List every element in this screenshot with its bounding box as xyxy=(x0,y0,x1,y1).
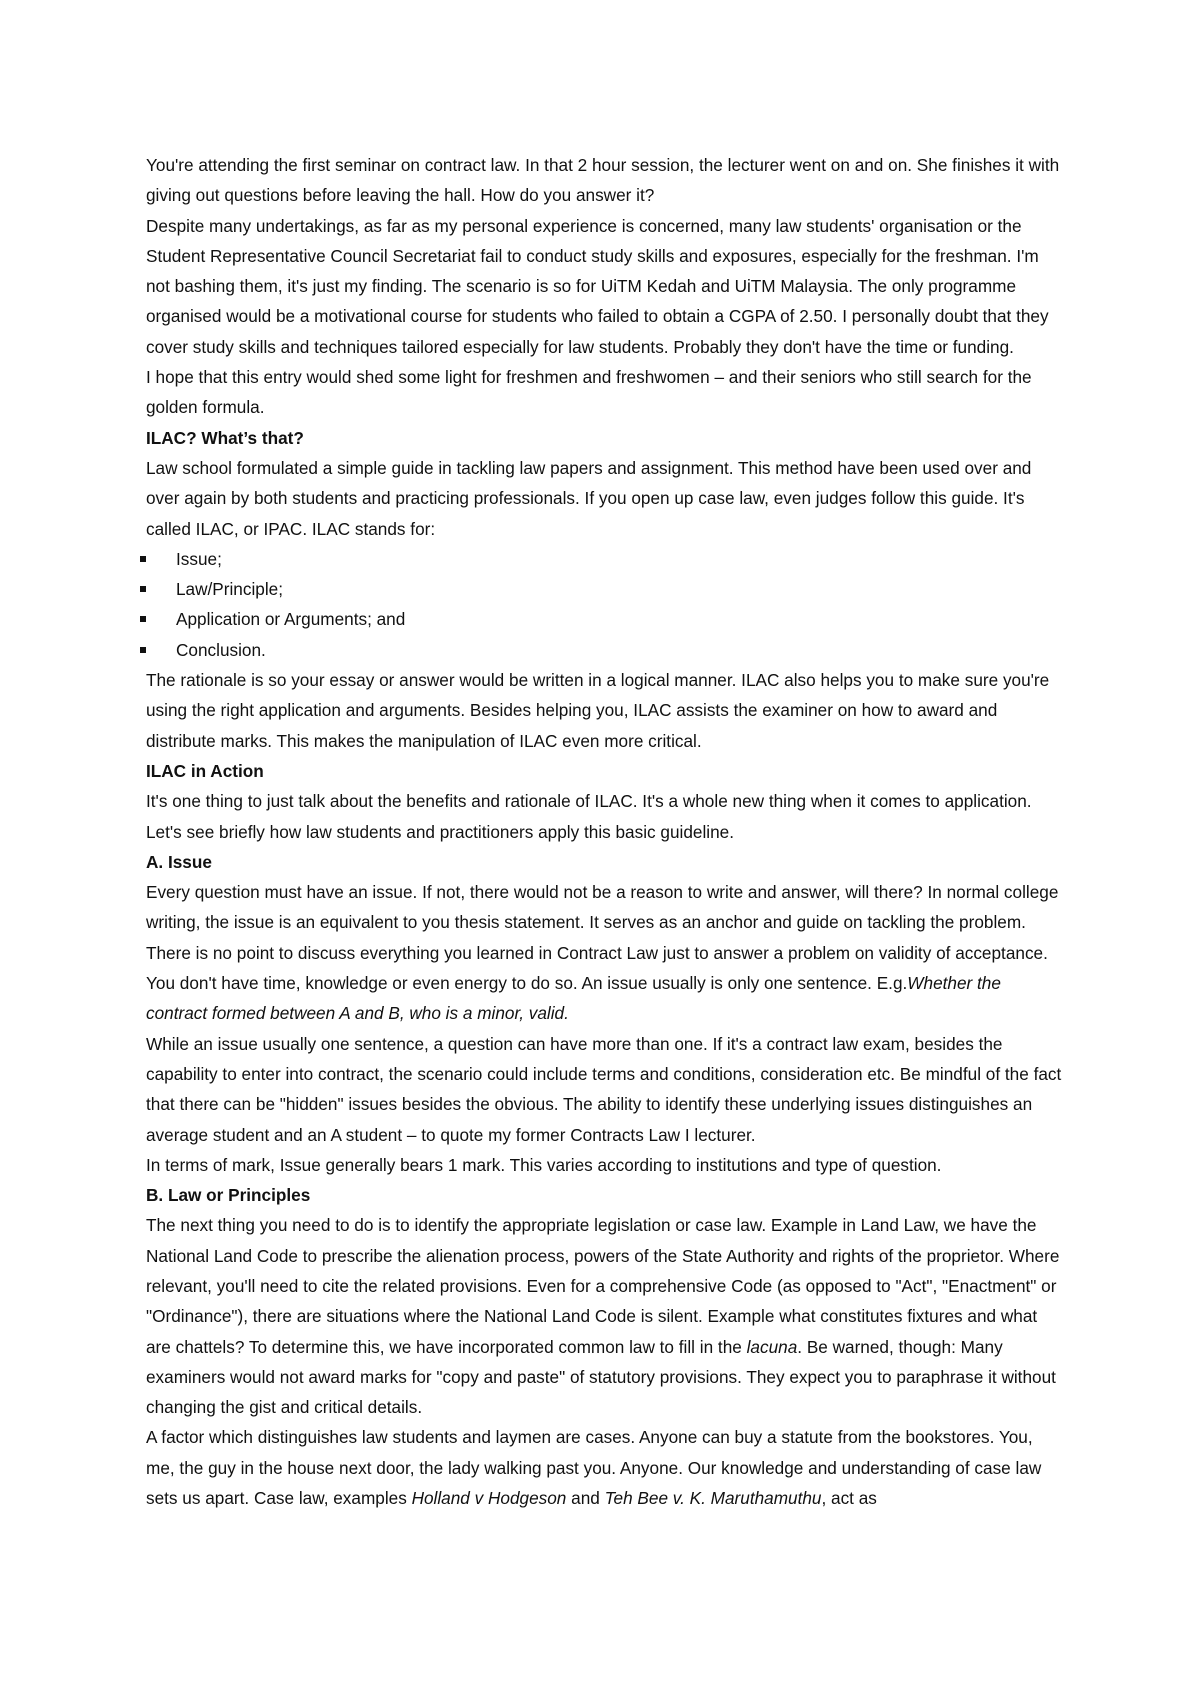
ilac-paragraph-1: Law school formulated a simple guide in tackling law papers and assignment. This method have been used over and over again by both students and practicing professionals. If you open up case law, even judges follow this guide. It's called ILAC, or IPAC. ILAC stands for: xyxy=(146,457,1032,539)
ilac-list xyxy=(146,544,1066,665)
list-item-text: Issue; xyxy=(176,548,222,569)
list-item xyxy=(146,544,1066,574)
bullet-icon xyxy=(140,616,146,622)
issue-paragraph-2: While an issue usually one sentence, a question can have more than one. If it's a contract law exam, besides the capability to enter into contract, the scenario could include terms and conditions, consideration etc. Be mindful of the fact that there can be "hidden" issues besides the obvious. The ability to identify these underlying issues distinguishes an average student and an A student – to quote my former Contracts Law I lecturer. xyxy=(146,1033,1062,1145)
heading-ilac: ILAC? What’s that? xyxy=(146,427,304,448)
law-paragraph-2 xyxy=(146,1422,1066,1513)
ilac-paragraph-2: The rationale is so your essay or answer would be written in a logical manner. ILAC also helps you to make sure you're using the right application and arguments. Besides helping you, ILAC assists the examiner on how to award and distribute marks. This makes the manipulation of ILAC even more critical. xyxy=(146,670,1050,751)
list-item-text: Application or Arguments; and xyxy=(176,609,406,630)
law-paragraph-2-part-b: , act as xyxy=(821,1488,877,1509)
bullet-icon xyxy=(140,556,146,562)
list-item-text: Conclusion. xyxy=(176,639,266,660)
list-item xyxy=(146,635,1066,665)
list-item xyxy=(146,574,1066,604)
heading-ilac-in-action: ILAC in Action xyxy=(146,760,264,781)
law-paragraph-1 xyxy=(146,1210,1066,1422)
bullet-icon xyxy=(140,586,146,592)
intro-paragraph-2: Despite many undertakings, as far as my personal experience is concerned, many law students' organisation or the Student Representative Council Secretariat fail to conduct study skills and exposures, especially for the freshman. I'm not bashing them, it's just my finding. The scenario is so for UiTM Kedah and UiTM Malaysia. The only programme organised would be a motivational course for students who failed to obtain a CGPA of 2.50. I personally doubt that they cover study skills and techniques tailored especially for law students. Probably they don't have the time or funding. xyxy=(146,215,1049,357)
issue-example: Whether the contract formed between A and B, who is a minor, valid. xyxy=(146,973,1001,1024)
issue-paragraph-1 xyxy=(146,877,1066,1028)
intro-paragraph-1: You're attending the first seminar on contract law. In that 2 hour session, the lecturer went on and on. She finishes it with giving out questions before leaving the hall. How do you answer it? xyxy=(146,155,1060,206)
action-paragraph-1: It's one thing to just talk about the benefits and rationale of ILAC. It's a whole new thing when it comes to application. Let's see briefly how law students and practitioners apply this basic guideline. xyxy=(146,791,1032,842)
list-item xyxy=(146,604,1066,634)
law-paragraph-1-part-b: . Be warned, though: Many examiners would not award marks for "copy and paste" of statutory provisions. They expect you to paraphrase it without changing the gist and critical details. xyxy=(146,1336,1056,1418)
bullet-icon xyxy=(140,647,146,653)
document-page xyxy=(146,150,1066,1513)
issue-paragraph-1-text: Every question must have an issue. If not, there would not be a reason to write and answer, will there? In normal college writing, the issue is an equivalent to you thesis statement. It serves as an anchor and guide on tackling the problem. There is no point to discuss everything you learned in Contract Law just to answer a problem on validity of acceptance. You don't have time, knowledge or even energy to do so. An issue usually is only one sentence. E.g. xyxy=(146,882,1059,994)
case-holland-v-hodgeson: Holland v Hodgeson xyxy=(411,1488,567,1509)
issue-paragraph-3: In terms of mark, Issue generally bears 1 mark. This varies according to institutions and type of question. xyxy=(146,1154,942,1175)
law-paragraph-2-part-a: A factor which distinguishes law students and laymen are cases. Anyone can buy a statute from the bookstores. You, me, the guy in the house next door, the lady walking past you. Anyone. Our knowledge and understanding of case law sets us apart. Case law, examples xyxy=(146,1427,1042,1509)
heading-issue: A. Issue xyxy=(146,851,212,872)
heading-law-or-principles: B. Law or Principles xyxy=(146,1185,311,1206)
case-teh-bee-v-maruthamuthu: Teh Bee v. K. Maruthamuthu xyxy=(604,1488,822,1509)
law-paragraph-2-and: and xyxy=(566,1488,605,1509)
law-paragraph-1-part-a: The next thing you need to do is to identify the appropriate legislation or case law. Example in Land Law, we have the National Land Code to prescribe the alienation process, powers of the State Authority and rights of the proprietor. Where relevant, you'll need to cite the related provisions. Even for a comprehensive Code (as opposed to "Act", "Enactment" or "Ordinance"), there are situations where the National Land Code is silent. Example what constitutes fixtures and what are chattels? To determine this, we have incorporated common law to fill in the xyxy=(146,1215,1060,1357)
list-item-text: Law/Principle; xyxy=(176,579,283,600)
lacuna-term: lacuna xyxy=(746,1336,798,1357)
intro-paragraph-3: I hope that this entry would shed some light for freshmen and freshwomen – and their seniors who still search for the golden formula. xyxy=(146,367,1032,418)
